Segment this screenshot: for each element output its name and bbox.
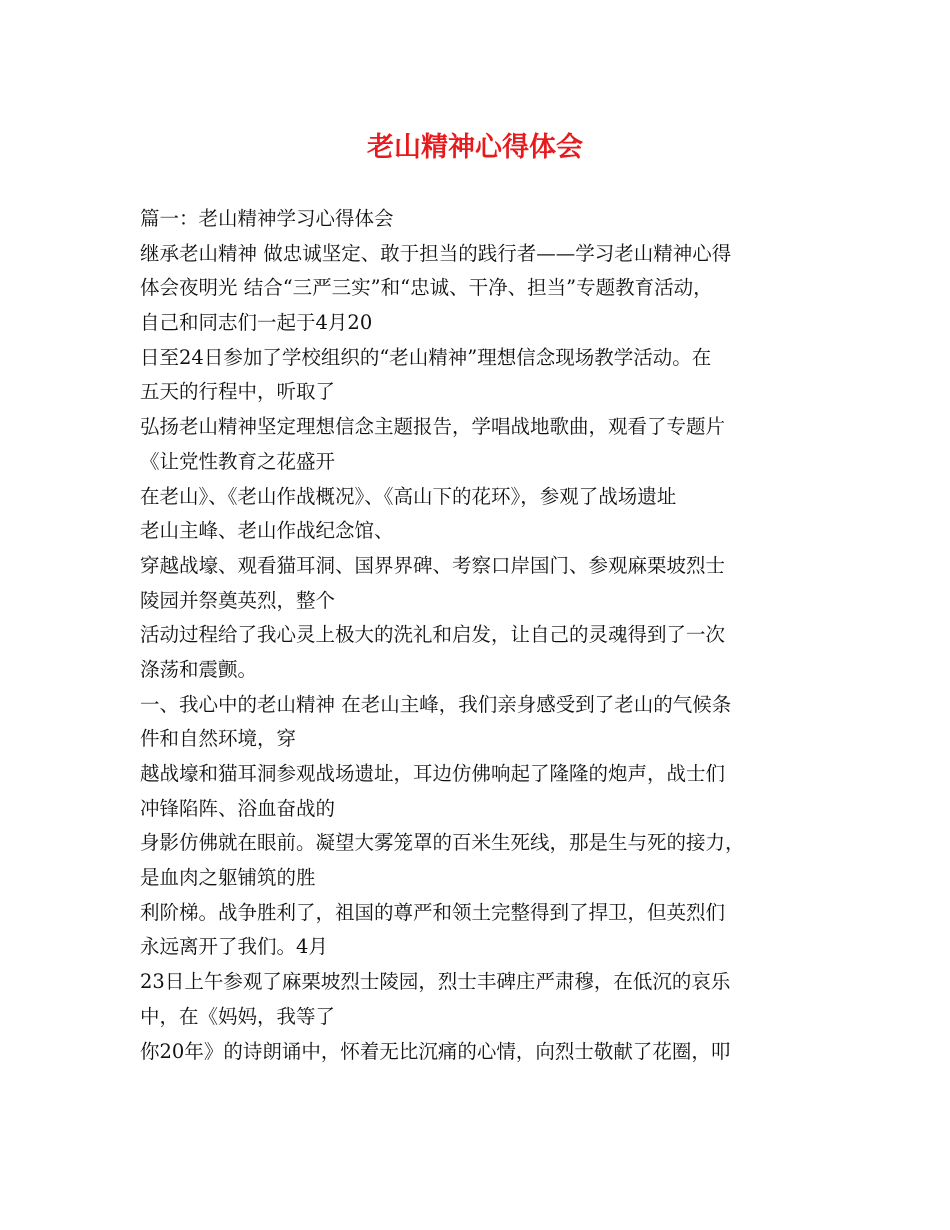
- document-body: [140, 202, 840, 1069]
- text-line: 件和自然环境，穿: [140, 727, 297, 751]
- text-line: 利阶梯。战争胜利了，祖国的尊严和领土完整得到了捍卫，但英烈们: [140, 900, 726, 924]
- text-line: 在老山》、《老山作战概况》、《高山下的花环》，参观了战场遗址: [140, 484, 677, 508]
- text-line: 《让党性教育之花盛开: [140, 449, 336, 473]
- text-line: 老山主峰、老山作战纪念馆、: [140, 519, 394, 543]
- document-title: 老山精神心得体会: [367, 132, 583, 163]
- text-line: 涤荡和震颤。: [140, 657, 258, 681]
- text-line: 你20年》的诗朗诵中，怀着无比沉痛的心情，向烈士敬献了花圈，叩: [140, 1039, 731, 1063]
- text-line: 弘扬老山精神坚定理想信念主题报告，学唱战地歌曲，观看了专题片: [140, 415, 726, 439]
- text-line: 身影仿佛就在眼前。凝望大雾笼罩的百米生死线，那是生与死的接力，: [140, 831, 745, 855]
- text-line: 一、我心中的老山精神 在老山主峰，我们亲身感受到了老山的气候条: [140, 692, 732, 716]
- text-line: 中，在《妈妈，我等了: [140, 1004, 336, 1028]
- text-line: 活动过程给了我心灵上极大的洗礼和启发，让自己的灵魂得到了一次: [140, 623, 726, 647]
- text-line: 体会夜明光 结合“三严三实”和“忠诚、干净、担当”专题教育活动，: [140, 276, 713, 300]
- text-line: 篇一：老山精神学习心得体会: [140, 207, 394, 230]
- text-line: 是血肉之躯铺筑的胜: [140, 866, 316, 890]
- text-line: 自己和同志们一起于4月20: [140, 311, 373, 335]
- text-line: 永远离开了我们。4月: [140, 935, 328, 959]
- text-line: 23日上午参观了麻栗坡烈士陵园，烈士丰碑庄严肃穆，在低沉的哀乐: [140, 970, 731, 994]
- text-line: 陵园并祭奠英烈，整个: [140, 588, 336, 612]
- text-line: 越战壕和猫耳洞参观战场遗址，耳边仿佛响起了隆隆的炮声，战士们: [140, 762, 726, 785]
- text-line: 冲锋陷阵、浴血奋战的: [140, 796, 336, 820]
- text-line: 日至24日参加了学校组织的“老山精神”理想信念现场教学活动。在: [140, 345, 712, 369]
- text-line: 穿越战壕、观看猫耳洞、国界界碑、考察口岸国门、参观麻栗坡烈士: [140, 553, 726, 577]
- text-line: 五天的行程中，听取了: [140, 380, 336, 404]
- text-line: 继承老山精神 做忠诚坚定、敢于担当的践行者——学习老山精神心得: [140, 241, 732, 265]
